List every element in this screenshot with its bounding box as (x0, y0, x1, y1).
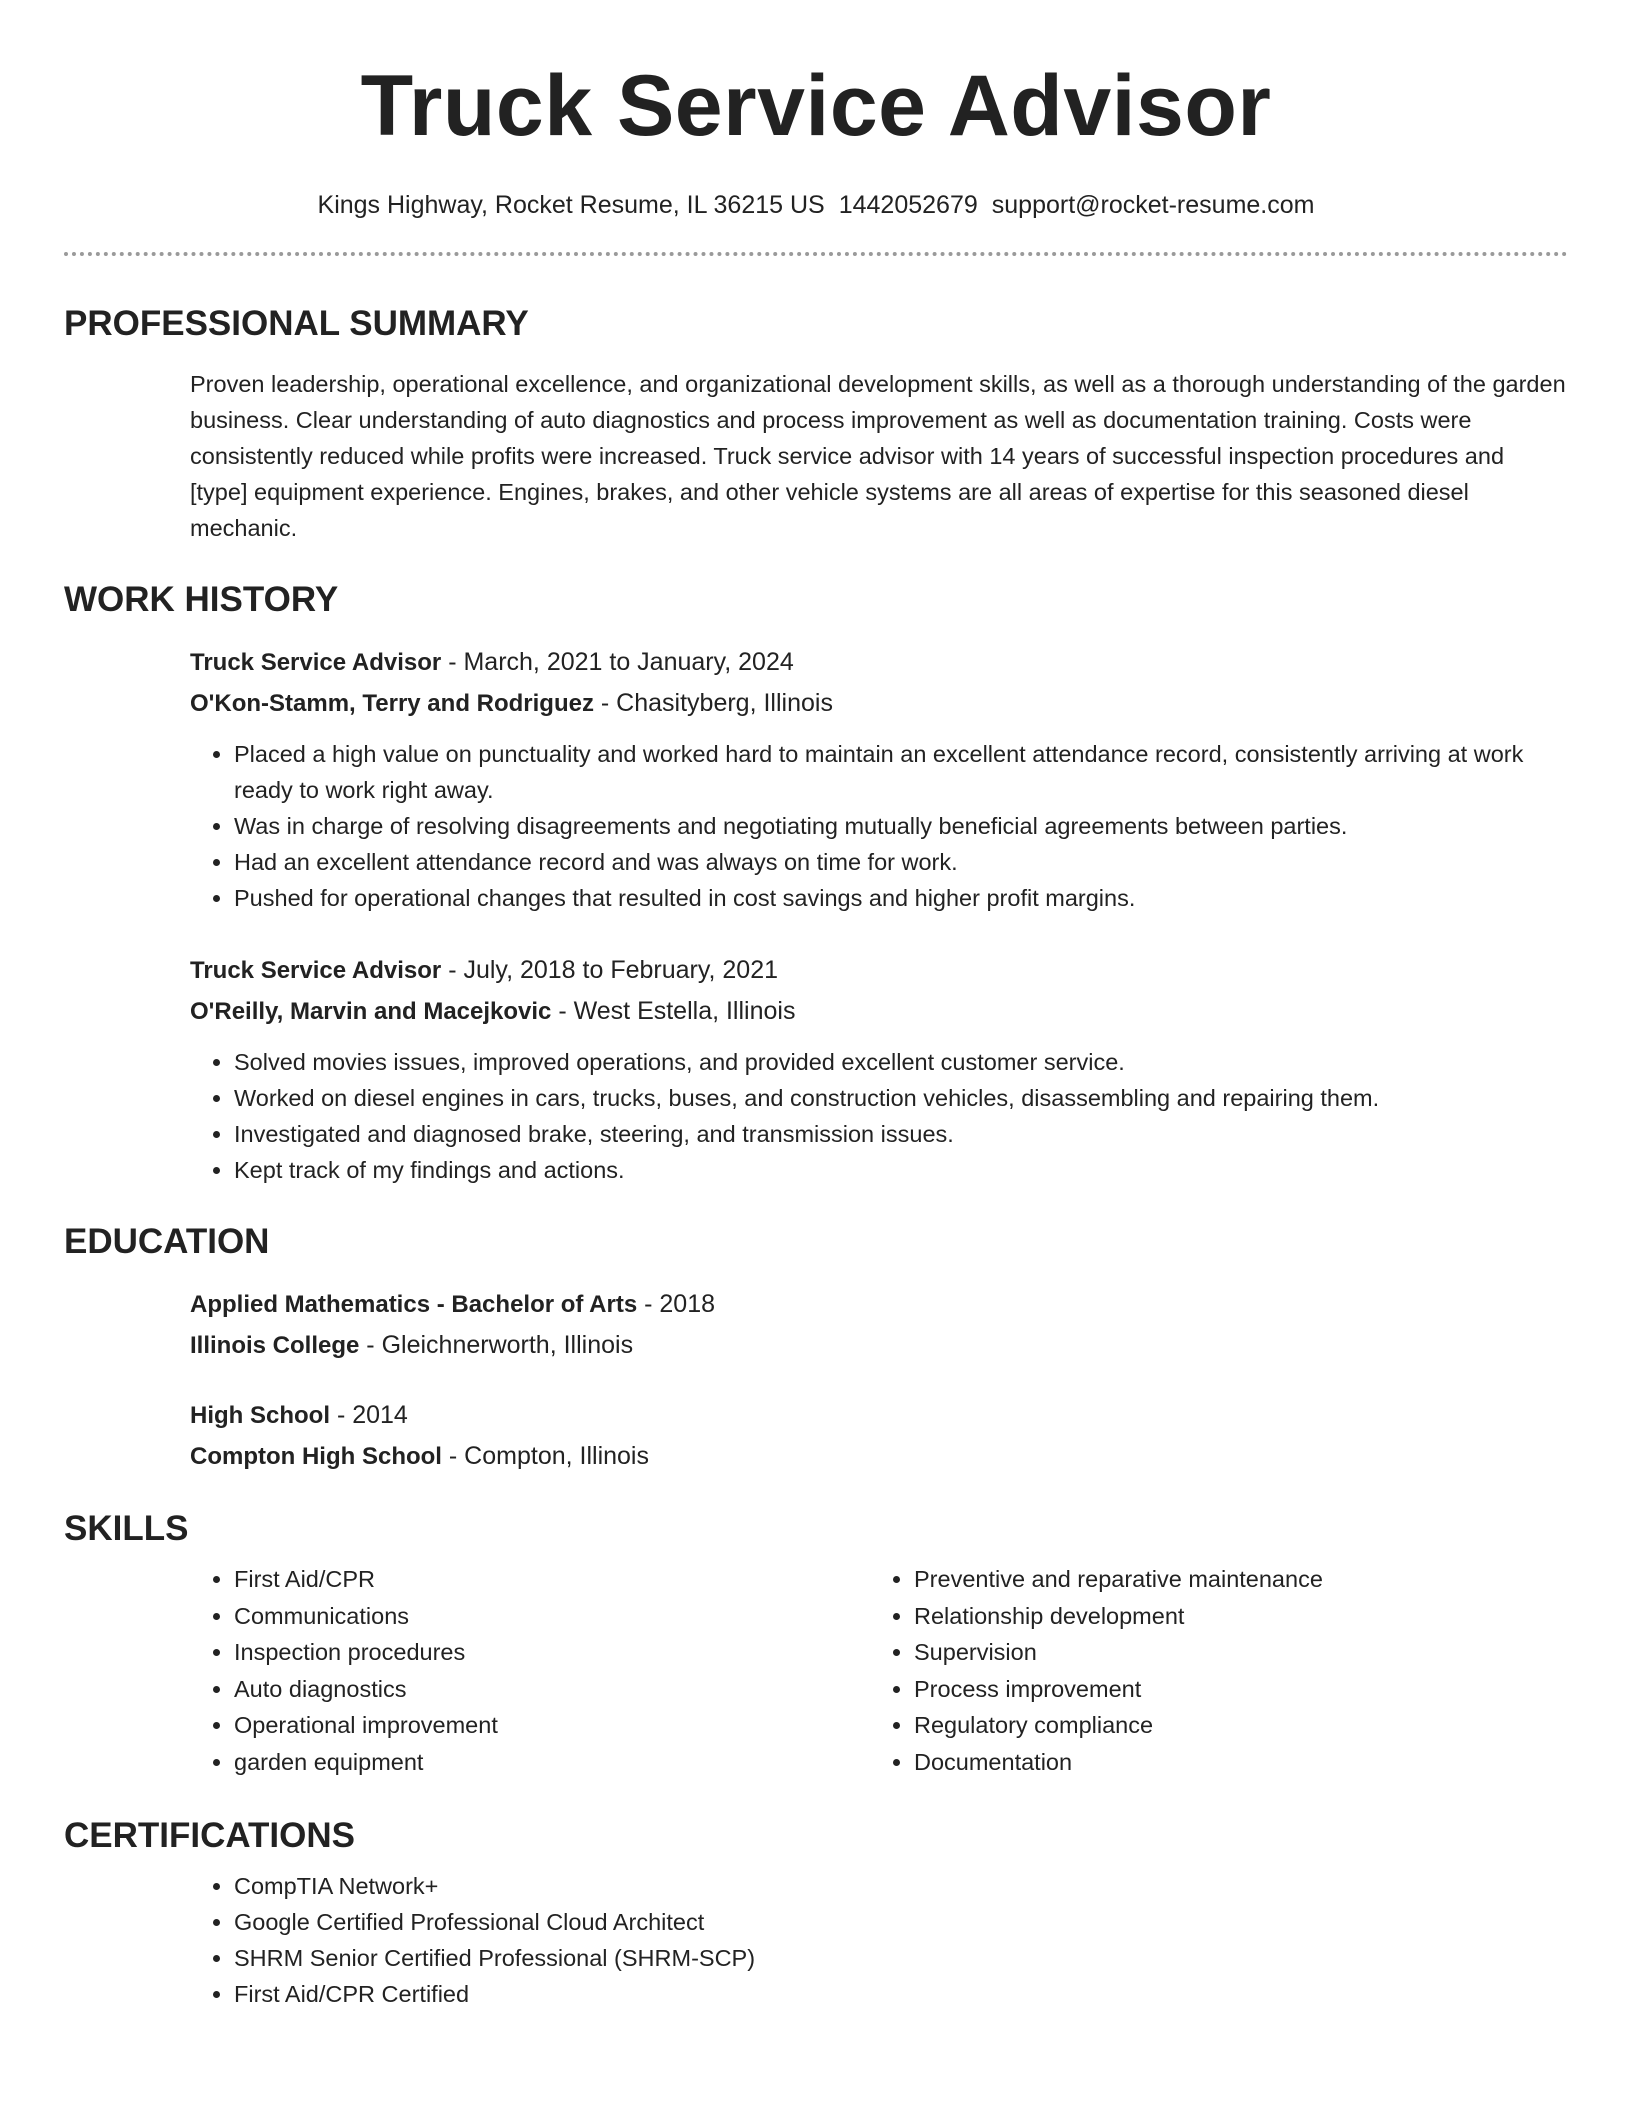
contact-email: support@rocket-resume.com (991, 191, 1315, 219)
job-company: O'Reilly, Marvin and Macejkovic (190, 998, 552, 1025)
certification-item: • First Aid/CPR Certified (234, 1976, 1568, 2012)
job-bullets (190, 1044, 1568, 1188)
job-dates: - July, 2018 to February, 2021 (441, 956, 779, 984)
job-location: - Chasityberg, Illinois (593, 689, 833, 717)
job-title-line (190, 950, 1568, 991)
job-entry (190, 950, 1568, 1188)
education-school-line (190, 1325, 1568, 1366)
contact-phone: 1442052679 (838, 191, 978, 219)
education-year: - 2014 (330, 1401, 408, 1429)
education-school: Illinois College (190, 1332, 360, 1359)
skills-bullets-left (190, 1561, 870, 1780)
certification-item: • SHRM Senior Certified Professional (SHRM-SCP) (234, 1940, 1568, 1976)
education-school: Compton High School (190, 1443, 442, 1470)
education-school-line (190, 1436, 1568, 1477)
skill-item: • Regulatory compliance (914, 1707, 1550, 1744)
education-degree-line (190, 1395, 1568, 1436)
skill-item: • Supervision (914, 1634, 1550, 1671)
education-entry (190, 1395, 1568, 1477)
skill-item: • Relationship development (914, 1598, 1550, 1635)
contact-address: Kings Highway, Rocket Resume, IL 36215 US (317, 191, 825, 219)
job-company: O'Kon-Stamm, Terry and Rodriguez (190, 690, 594, 717)
skills-list (190, 1561, 1568, 1780)
skill-item: • First Aid/CPR (234, 1561, 870, 1598)
skill-item: • Process improvement (914, 1671, 1550, 1708)
job-bullet: • Had an excellent attendance record and was always on time for work. (234, 844, 1568, 880)
summary-text: Proven leadership, operational excellence, and organizational development skills, as well as a thorough understanding of the garden business. Clear understanding of auto diagnostics and process improvement as well as documentation training. Costs were consistently reduced while profits were increased. Truck service advisor with 14 years of successful inspection procedures and [type] equipment experience. Engines, brakes, and other vehicle systems are all areas of expertise for this seasoned diesel mechanic. (190, 371, 1566, 541)
certification-bullets (190, 1868, 1568, 2012)
job-bullet: • Kept track of my findings and actions. (234, 1152, 1568, 1188)
education-location: - Gleichnerworth, Illinois (359, 1331, 634, 1359)
education-location: - Compton, Illinois (441, 1442, 649, 1470)
job-bullet: • Worked on diesel engines in cars, trucks, buses, and construction vehicles, disassembling and repairing them. (234, 1080, 1568, 1116)
job-entry (190, 642, 1568, 916)
resume-name: Truck Service Advisor (360, 58, 1272, 154)
job-location: - West Estella, Illinois (551, 997, 796, 1025)
job-bullet: • Placed a high value on punctuality and worked hard to maintain an excellent attendance record, consistently arriving at work ready to work right away. (234, 736, 1568, 808)
job-company-line (190, 683, 1568, 724)
skill-item: • Auto diagnostics (234, 1671, 870, 1708)
job-title-line (190, 642, 1568, 683)
skills-column-right (870, 1561, 1550, 1780)
skill-item: • Preventive and reparative maintenance (914, 1561, 1550, 1598)
section-title-skills: SKILLS (64, 1509, 189, 1548)
section-title-work-history: WORK HISTORY (64, 580, 339, 619)
job-bullet: • Solved movies issues, improved operations, and provided excellent customer service. (234, 1044, 1568, 1080)
skill-item: • Operational improvement (234, 1707, 870, 1744)
certification-item: • CompTIA Network+ (234, 1868, 1568, 1904)
header-divider (64, 252, 1568, 256)
job-role: Truck Service Advisor (190, 649, 442, 676)
certifications-list (190, 1868, 1568, 2012)
job-bullet: • Investigated and diagnosed brake, steering, and transmission issues. (234, 1116, 1568, 1152)
skill-item: • Documentation (914, 1744, 1550, 1781)
education-degree: Applied Mathematics - Bachelor of Arts (190, 1291, 638, 1318)
section-title-education: EDUCATION (64, 1222, 270, 1261)
education-degree-line (190, 1284, 1568, 1325)
skill-item: • garden equipment (234, 1744, 870, 1781)
section-title-certifications: CERTIFICATIONS (64, 1816, 356, 1855)
education-year: - 2018 (637, 1290, 716, 1318)
skills-bullets-right (870, 1561, 1550, 1780)
job-bullet: • Pushed for operational changes that resulted in cost savings and higher profit margins. (234, 880, 1568, 916)
certification-item: • Google Certified Professional Cloud Architect (234, 1904, 1568, 1940)
contact-line (64, 190, 1568, 220)
section-title-summary: PROFESSIONAL SUMMARY (64, 304, 529, 343)
job-bullet: • Was in charge of resolving disagreements and negotiating mutually beneficial agreements between parties. (234, 808, 1568, 844)
skill-item: • Communications (234, 1598, 870, 1635)
job-role: Truck Service Advisor (190, 957, 442, 984)
job-company-line (190, 991, 1568, 1032)
education-entry (190, 1284, 1568, 1366)
skills-column-left (190, 1561, 870, 1780)
job-bullets (190, 736, 1568, 916)
skill-item: • Inspection procedures (234, 1634, 870, 1671)
job-dates: - March, 2021 to January, 2024 (441, 648, 794, 676)
education-degree: High School (190, 1402, 330, 1429)
